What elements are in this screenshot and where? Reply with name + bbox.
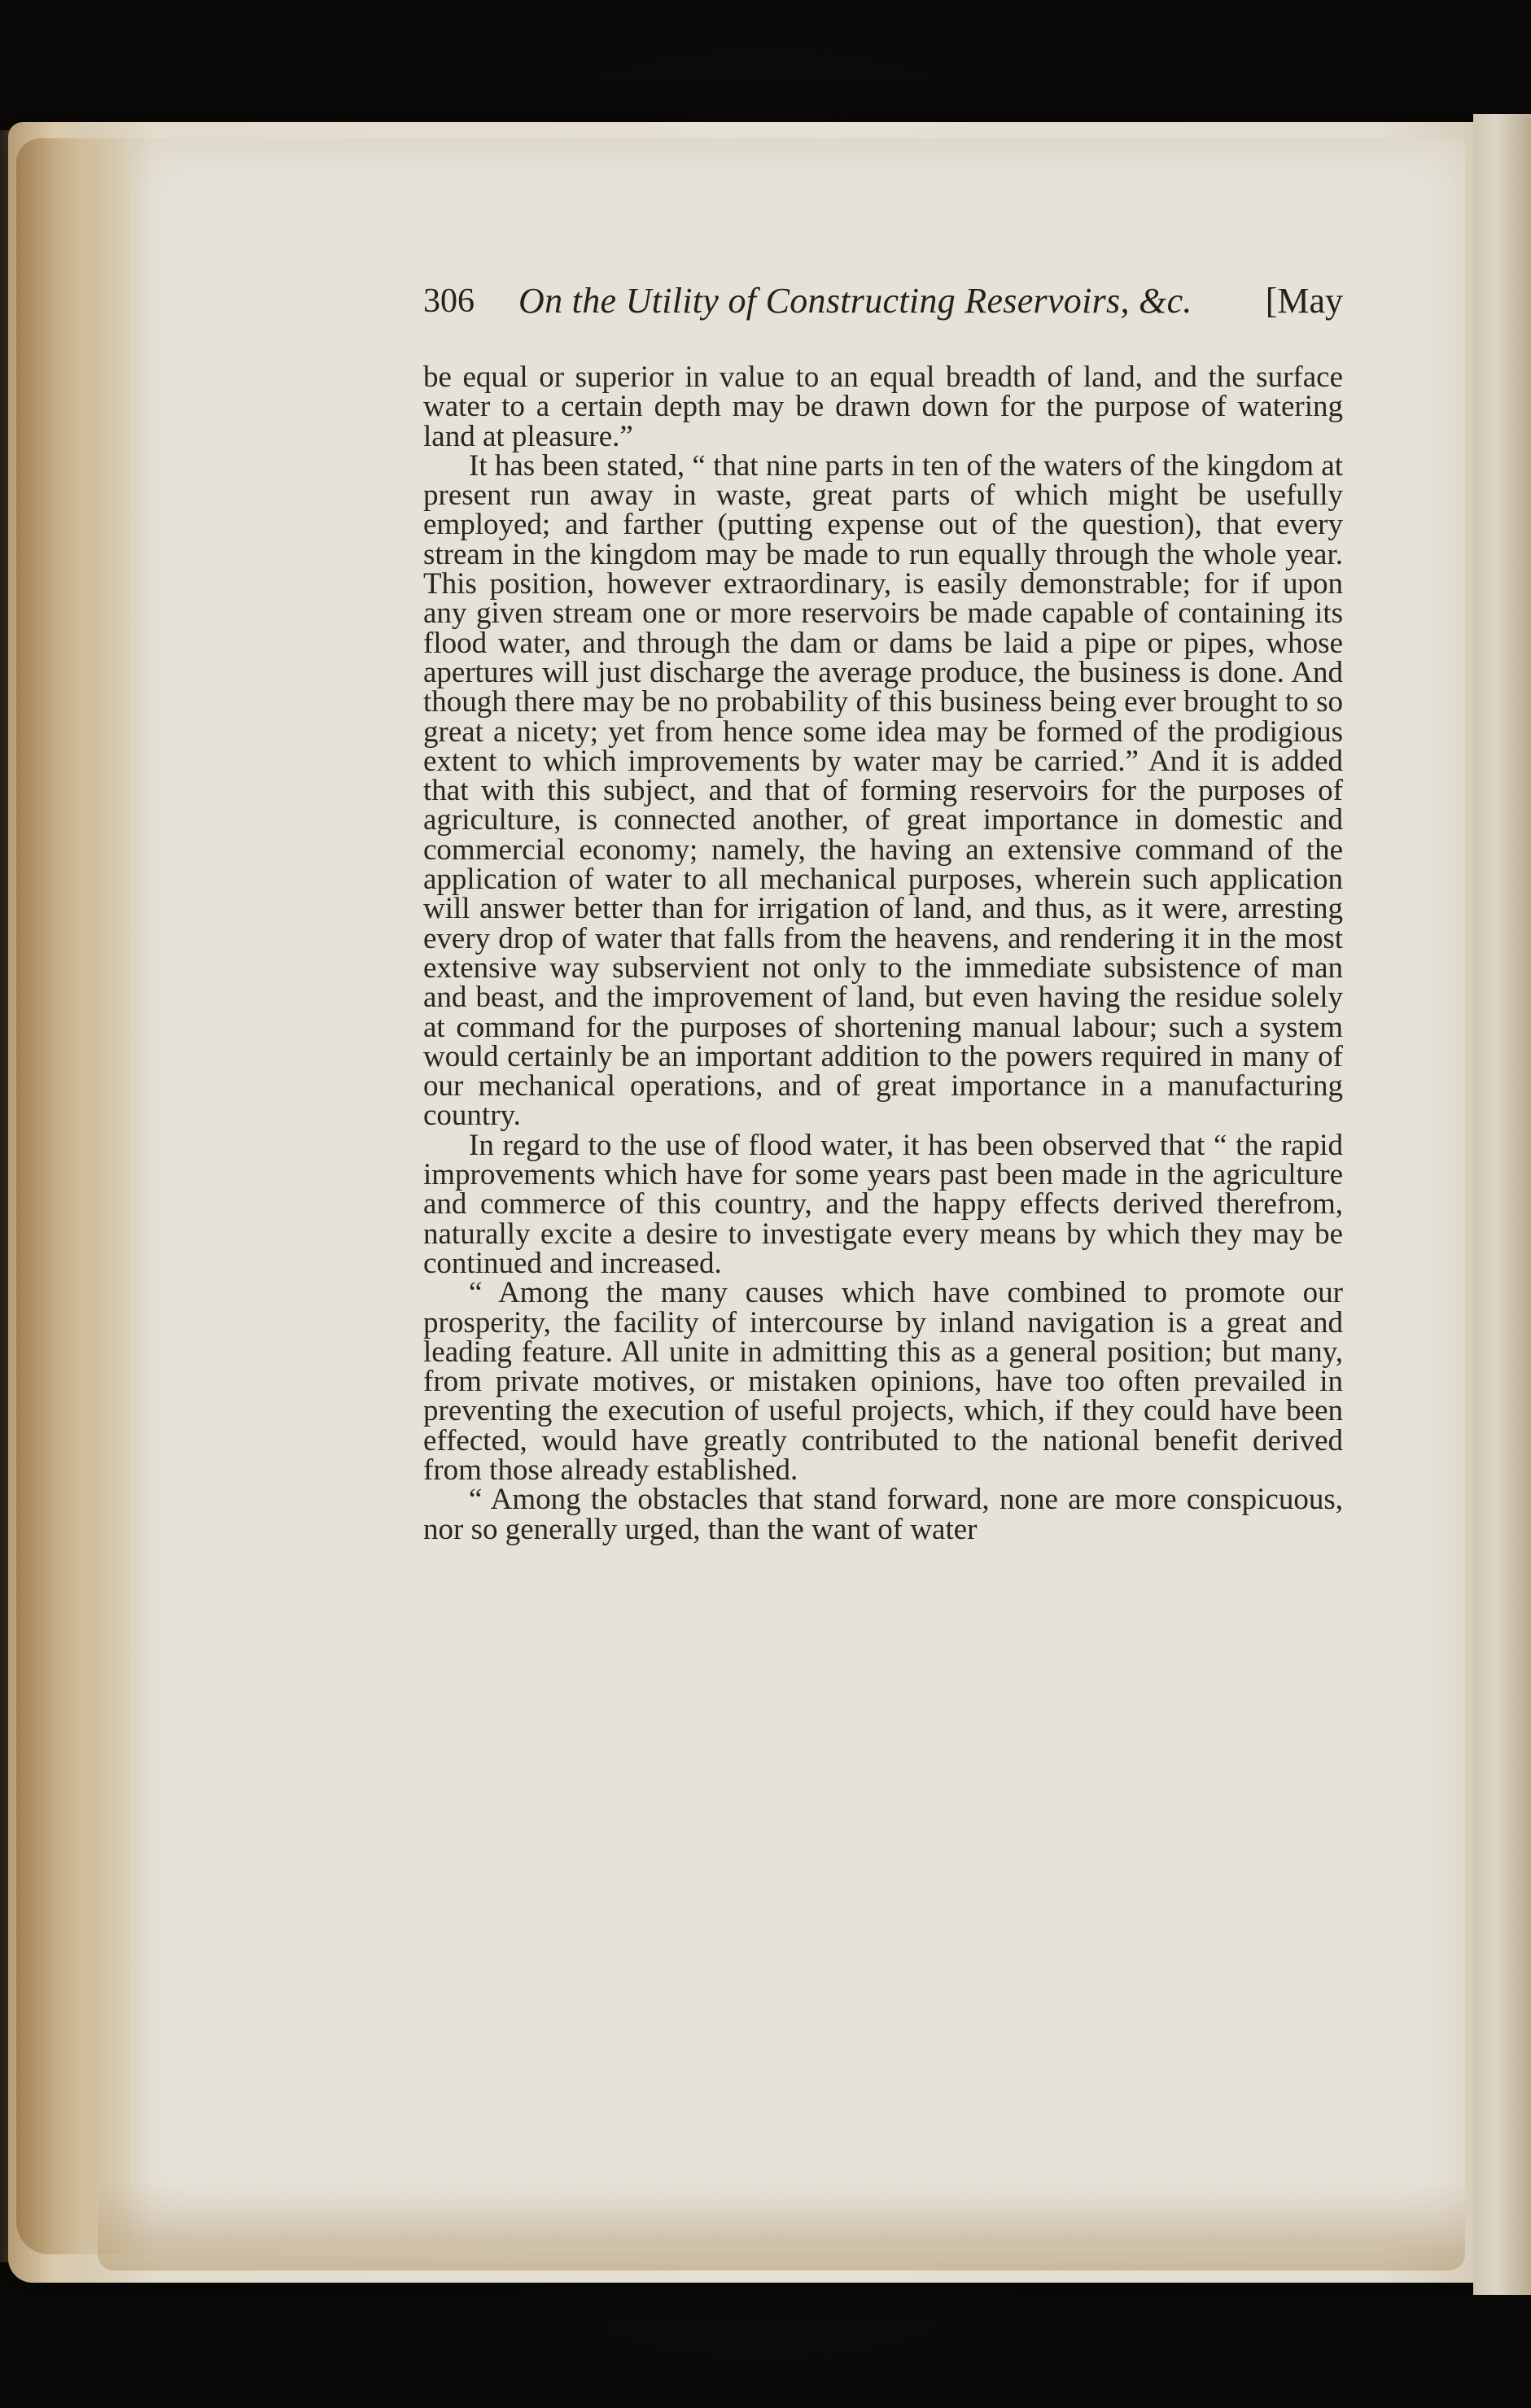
page-number: 306: [423, 282, 475, 320]
running-header: [423, 277, 1343, 326]
paragraph-3: In regard to the use of flood water, it has been observed that “ the rapid improvements which have for some years past been made in the agriculture and commerce of this country, and the happy effects derived therefrom, naturally excite a desire to investigate every means by which they may be continued and increased.: [423, 1128, 1343, 1280]
running-title: On the Utility of Constructing Reservoirs, &c.: [518, 281, 1192, 321]
paragraph-4: “ Among the many causes which have combined to promote our prosperity, the facility of intercourse by inland navigation is a great and leading feature. All unite in admitting this as a general position; but many, from private motives, or mistaken opinions, have too often prevailed in preventing the execution of useful projects, which, if they could have been effected, would have greatly contributed to the national benefit derived from those already established.: [423, 1276, 1343, 1487]
paragraph-5: “ Among the obstacles that stand forward, none are more conspicuous, nor so generally urged, than the want of water: [423, 1483, 1343, 1546]
page-stain-bottom: [98, 2181, 1465, 2270]
adjacent-leaf: [1473, 114, 1531, 2295]
paragraph-1: be equal or superior in value to an equal breadth of land, and the surface water to a certain depth may be drawn down for the purpose of watering land at pleasure.”: [423, 361, 1343, 453]
text-column: [423, 277, 1343, 1545]
body-text: [423, 363, 1343, 1545]
paragraph-2: It has been stated, “ that nine parts in ten of the waters of the kingdom at present run away in waste, great parts of which might be usefully employed; and farther (putting expense out of the question), that every stream in the kingdom may be made to run equally through the whole year. This position, however extraordinary, is easily demonstrable; for if upon any given stream one or more reservoirs be made capable of containing its flood water, and through the dam or dams be laid a pipe or pipes, whose apertures will just discharge the average produce, the business is done. And though there may be no probability of this business being ever brought to so great a nicety; yet from hence some idea may be formed of the prodigious extent to which improvements by water may be carried.” And it is added that with this subject, and that of forming reservoirs for the purposes of agriculture, is connected another, of great importance in domestic and commercial economy; namely, the having an extensive command of the application of water to all mechanical purposes, wherein such application will answer better than for irrigation of land, and thus, as it were, arresting every drop of water that falls from the heavens, and rendering it in the most extensive way subservient not only to the immediate subsistence of man and beast, and the improvement of land, but even having the residue solely at command for the purposes of shortening manual labour; such a system would certainly be an important addition to the powers required in many of our mechanical operations, and of great importance in a manufacturing country.: [423, 448, 1343, 1133]
page-stain-left: [16, 138, 155, 2254]
header-month: [May: [1265, 281, 1343, 321]
